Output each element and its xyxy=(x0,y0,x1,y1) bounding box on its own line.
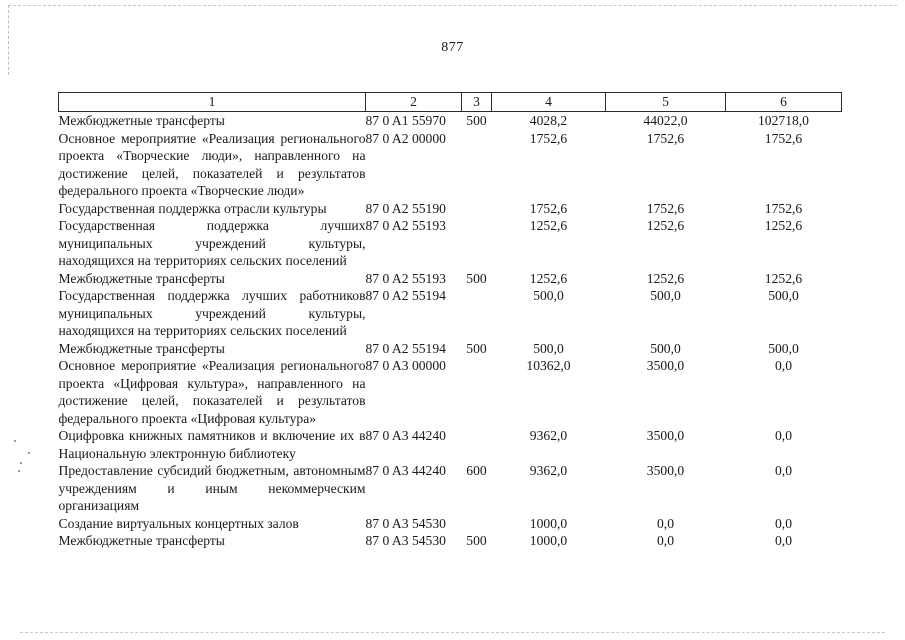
row-vr-code xyxy=(462,287,492,340)
row-value-col6: 0,0 xyxy=(775,515,792,531)
row-value-col4: 4028,2 xyxy=(529,113,568,128)
row-value-col6: 500,0 xyxy=(768,288,799,303)
column-header: 2 xyxy=(366,93,462,112)
row-value-col4: 9362,0 xyxy=(529,428,568,443)
table-row xyxy=(59,287,842,340)
row-value-col5: 0,0 xyxy=(657,533,674,548)
scan-speck xyxy=(20,462,22,464)
row-vr-code xyxy=(462,427,492,462)
row-vr-code xyxy=(462,130,492,200)
row-value-col5: 1252,6 xyxy=(646,218,685,233)
row-value-col4: 1752,6 xyxy=(529,130,568,146)
row-value-col4: 9362,0 xyxy=(529,463,568,478)
row-value-col5: 1752,6 xyxy=(646,130,685,146)
row-csr-code: 87 0 A2 55193 xyxy=(365,218,446,233)
scan-border-top xyxy=(8,5,897,6)
row-csr-code: 87 0 A2 55193 xyxy=(365,270,446,286)
table-row xyxy=(59,130,842,200)
row-csr-code: 87 0 A3 54530 xyxy=(365,533,446,548)
row-value-col5: 44022,0 xyxy=(643,113,688,128)
row-value-col4: 500,0 xyxy=(533,340,564,356)
row-name: Государственная поддержка лучших муниципальных учреждений культуры, находящихся на территориях сельских поселений xyxy=(58,218,366,268)
table-row xyxy=(59,340,842,358)
row-csr-code: 87 0 A3 54530 xyxy=(365,515,446,531)
row-value-col6: 1752,6 xyxy=(764,130,803,146)
table-row xyxy=(59,532,842,550)
row-value-col5: 0,0 xyxy=(657,515,674,531)
row-value-col4: 500,0 xyxy=(533,288,564,303)
row-value-col5: 500,0 xyxy=(650,288,681,303)
row-csr-code: 87 0 A2 55190 xyxy=(365,200,446,216)
table-row xyxy=(59,357,842,427)
table-row xyxy=(59,462,842,515)
row-name: Оцифровка книжных памятников и включение их в Национальную электронную библиотеку xyxy=(58,428,366,461)
row-csr-code: 87 0 A2 00000 xyxy=(365,130,446,146)
row-value-col4: 1752,6 xyxy=(529,200,568,216)
row-name: Создание виртуальных концертных залов xyxy=(58,515,299,531)
row-value-col6: 1752,6 xyxy=(764,200,803,216)
row-value-col5: 1252,6 xyxy=(646,270,685,286)
row-name: Межбюджетные трансферты xyxy=(58,340,225,356)
row-csr-code: 87 0 A2 55194 xyxy=(365,288,446,303)
row-value-col6: 0,0 xyxy=(775,463,792,478)
row-value-col4: 10362,0 xyxy=(526,358,571,373)
row-value-col6: 500,0 xyxy=(768,340,799,356)
table-row xyxy=(59,515,842,533)
column-header: 3 xyxy=(462,93,492,112)
header-row xyxy=(59,93,842,112)
row-value-col6: 102718,0 xyxy=(758,113,809,128)
row-value-col6: 0,0 xyxy=(775,533,792,548)
row-name: Государственная поддержка отрасли культуры xyxy=(58,200,327,216)
row-value-col6: 0,0 xyxy=(775,358,792,373)
row-name: Основное мероприятие «Реализация регионального проекта «Творческие люди», направленного на достижение целей, показателей и результатов федерального проекта «Творческие люди» xyxy=(58,130,366,198)
scan-border-bottom xyxy=(20,632,885,633)
row-vr-code: 500 xyxy=(466,340,487,356)
row-name: Межбюджетные трансферты xyxy=(58,270,225,286)
row-value-col5: 3500,0 xyxy=(646,428,685,443)
table-row xyxy=(59,112,842,130)
column-header: 6 xyxy=(726,93,842,112)
row-name: Основное мероприятие «Реализация регионального проекта «Цифровая культура», направленного на достижение целей, показателей и результатов федерального проекта «Цифровая культура» xyxy=(58,358,366,426)
row-csr-code: 87 0 A3 44240 xyxy=(365,428,446,443)
row-vr-code: 600 xyxy=(466,463,487,478)
row-vr-code: 500 xyxy=(466,533,487,548)
row-vr-code xyxy=(462,357,492,427)
budget-table xyxy=(58,92,842,550)
row-name: Межбюджетные трансферты xyxy=(58,113,225,128)
row-value-col5: 3500,0 xyxy=(646,358,685,373)
scan-speck xyxy=(18,470,20,472)
row-value-col4: 1000,0 xyxy=(529,533,568,548)
row-name: Государственная поддержка лучших работников муниципальных учреждений культуры, находящихся на территориях сельских поселений xyxy=(58,288,366,338)
row-vr-code xyxy=(462,200,492,218)
table-row xyxy=(59,270,842,288)
row-vr-code: 500 xyxy=(466,113,487,128)
row-value-col6: 1252,6 xyxy=(764,218,803,233)
row-value-col5: 500,0 xyxy=(650,340,681,356)
row-value-col5: 1752,6 xyxy=(646,200,685,216)
column-header: 4 xyxy=(492,93,606,112)
column-header: 1 xyxy=(59,93,366,112)
table-row xyxy=(59,427,842,462)
scan-speck xyxy=(28,452,30,454)
row-value-col4: 1252,6 xyxy=(529,270,568,286)
row-csr-code: 87 0 A3 44240 xyxy=(365,463,446,478)
row-vr-code xyxy=(462,515,492,533)
row-csr-code: 87 0 A1 55970 xyxy=(365,113,446,128)
page-number: 877 xyxy=(441,40,464,55)
row-value-col6: 1252,6 xyxy=(764,270,803,286)
row-vr-code: 500 xyxy=(466,270,487,286)
table-row xyxy=(59,200,842,218)
row-name: Межбюджетные трансферты xyxy=(58,533,225,548)
row-value-col4: 1252,6 xyxy=(529,218,568,233)
row-csr-code: 87 0 A3 00000 xyxy=(365,358,446,373)
row-vr-code xyxy=(462,217,492,270)
row-value-col5: 3500,0 xyxy=(646,463,685,478)
row-value-col4: 1000,0 xyxy=(529,515,568,531)
row-name: Предоставление субсидий бюджетным, автономным учреждениям и иным некоммерческим организациям xyxy=(58,463,366,513)
row-value-col6: 0,0 xyxy=(775,428,792,443)
column-header: 5 xyxy=(606,93,726,112)
table-row xyxy=(59,217,842,270)
row-csr-code: 87 0 A2 55194 xyxy=(365,340,446,356)
scan-speck xyxy=(14,440,16,442)
